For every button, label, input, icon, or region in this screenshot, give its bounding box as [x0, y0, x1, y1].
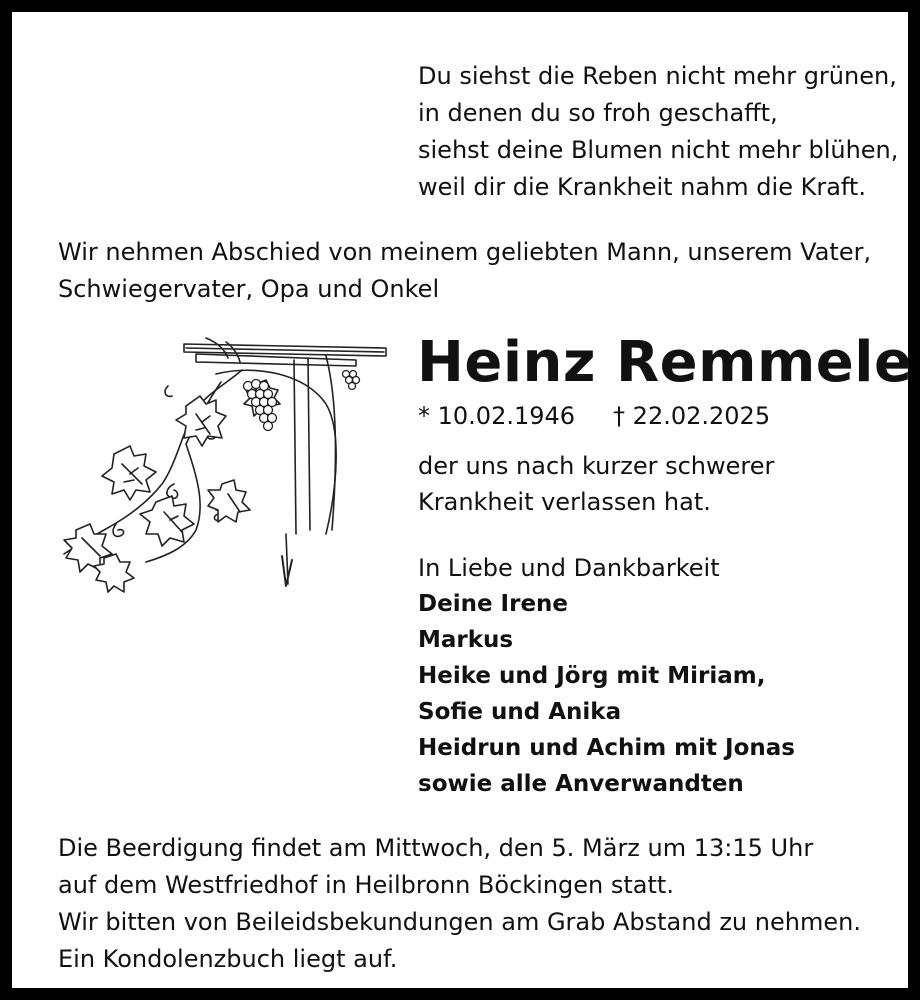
- mourners-lead: In Liebe und Dankbarkeit: [418, 554, 720, 582]
- mourner-name: Heike und Jörg mit Miriam,: [418, 663, 766, 689]
- passing-line: Krankheit verlassen hat.: [418, 488, 711, 516]
- passing-note: [418, 448, 774, 520]
- life-dates: [418, 400, 770, 432]
- intro-line: Wir nehmen Abschied von meinem geliebten Mann, unserem Vater,: [58, 238, 872, 266]
- mourner-name: Deine Irene: [418, 591, 569, 617]
- poem: [418, 58, 898, 206]
- poem-line: Du siehst die Reben nicht mehr grünen,: [418, 62, 897, 90]
- mourner-name: sowie alle Anverwandten: [418, 771, 744, 797]
- grapevine-pergola-illustration: [56, 334, 390, 594]
- mourner-name: Sofie und Anika: [418, 699, 622, 725]
- funeral-line: Wir bitten von Beileidsbekundungen am Grab Abstand zu nehmen.: [58, 908, 861, 936]
- poem-line: siehst deine Blumen nicht mehr blühen,: [418, 136, 899, 164]
- funeral-line: auf dem Westfriedhof in Heilbronn Böckingen statt.: [58, 871, 674, 899]
- poem-line: in denen du so froh geschafft,: [418, 99, 778, 127]
- passing-line: der uns nach kurzer schwerer: [418, 452, 775, 480]
- mourner-name: Heidrun und Achim mit Jonas: [418, 735, 795, 761]
- mourners-block: [418, 550, 795, 802]
- poem-line: weil dir die Krankheit nahm die Kraft.: [418, 173, 866, 201]
- mourner-name: Markus: [418, 627, 514, 653]
- funeral-line: Ein Kondolenzbuch liegt auf.: [58, 945, 398, 973]
- farewell-intro: [58, 234, 871, 308]
- funeral-line: Die Beerdigung findet am Mittwoch, den 5. März um 13:15 Uhr: [58, 834, 814, 862]
- birth-date: * 10.02.1946: [418, 402, 576, 430]
- deceased-name: Heinz Remmele: [417, 330, 913, 395]
- death-date: † 22.02.2025: [613, 402, 771, 430]
- intro-line: Schwiegervater, Opa und Onkel: [58, 275, 440, 303]
- funeral-info: [58, 830, 861, 978]
